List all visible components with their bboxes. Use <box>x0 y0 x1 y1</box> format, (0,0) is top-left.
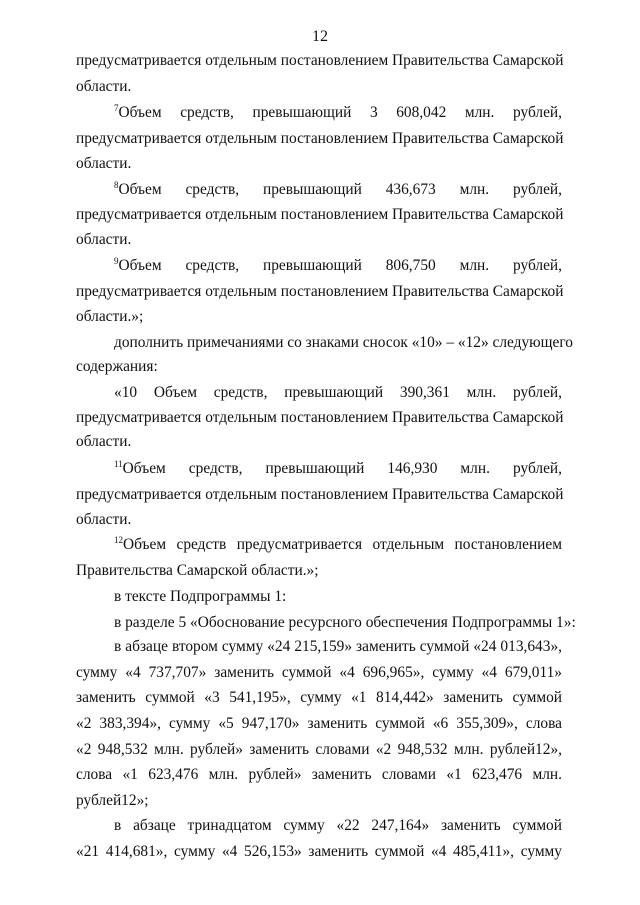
text-line: в тексте Подпрограммы 1: <box>114 588 287 605</box>
text-line: области. <box>76 231 132 248</box>
footnote-text: Объем средств, превышающий 436,673 млн. рублей, <box>118 181 562 198</box>
footnote-11 <box>114 459 562 479</box>
text-line: Правительства Самарской области.»; <box>76 562 319 579</box>
text-line: области. <box>76 511 132 528</box>
text-line: области.»; <box>76 308 144 325</box>
page-number: 12 <box>312 28 328 45</box>
footnote-marker: 11 <box>114 459 123 469</box>
footnote-marker: 12 <box>114 535 123 545</box>
footnote-marker: 9 <box>114 256 119 266</box>
text-line: сумму «4 737,707» заменить суммой «4 696,965», сумму «4 679,011» <box>76 664 562 681</box>
text-line: слова «1 623,476 млн. рублей» заменить словами «1 623,476 млн. <box>76 766 562 783</box>
text-line: предусматривается отдельным постановлением Правительства Самарской <box>76 486 564 503</box>
text-line: области. <box>76 155 132 172</box>
footnote-10: «10 Объем средств, превышающий 390,361 млн. рублей, <box>114 384 562 401</box>
footnote-marker: 8 <box>114 180 119 190</box>
text-line: области. <box>76 78 132 95</box>
text-line: «2 383,394», сумму «5 947,170» заменить суммой «6 355,309», слова <box>76 715 562 732</box>
footnote-text: Объем средств, превышающий 3 608,042 млн. рублей, <box>118 104 562 121</box>
text-line: в разделе 5 «Обоснование ресурсного обеспечения Подпрограммы 1»: <box>114 614 576 631</box>
text-line: предусматривается отдельным постановлением Правительства Самарской <box>76 52 564 69</box>
text-line: предусматривается отдельным постановлением Правительства Самарской <box>76 409 564 426</box>
footnote-text: Объем средств, превышающий 146,930 млн. рублей, <box>122 460 562 477</box>
text-line: «2 948,532 млн. рублей» заменить словами «2 948,532 млн. рублей12», <box>76 741 562 758</box>
footnote-8 <box>114 180 562 200</box>
text-line: рублей12»; <box>76 792 149 809</box>
footnote-7 <box>114 103 562 123</box>
footnote-text: Объем средств предусматривается отдельным постановлением <box>123 536 562 553</box>
text-line: в абзаце тринадцатом сумму «22 247,164» заменить суммой <box>114 817 562 834</box>
text-line: дополнить примечаниями со знаками сносок «10» – «12» следующего <box>114 334 573 351</box>
text-line: предусматривается отдельным постановлением Правительства Самарской <box>76 130 564 147</box>
text-line: области. <box>76 433 132 450</box>
footnote-marker: 7 <box>114 103 119 113</box>
text-line: «21 414,681», сумму «4 526,153» заменить суммой «4 485,411», сумму <box>76 843 562 860</box>
text-line: предусматривается отдельным постановлением Правительства Самарской <box>76 206 564 223</box>
text-line: содержания: <box>76 358 158 375</box>
footnote-12 <box>114 535 562 555</box>
footnote-9 <box>114 256 562 276</box>
text-line: предусматривается отдельным постановлением Правительства Самарской <box>76 283 564 300</box>
text-line: заменить суммой «3 541,195», сумму «1 814,442» заменить суммой <box>76 689 562 706</box>
text-line: в абзаце втором сумму «24 215,159» заменить суммой «24 013,643», <box>114 638 562 655</box>
footnote-text: Объем средств, превышающий 806,750 млн. рублей, <box>118 257 562 274</box>
